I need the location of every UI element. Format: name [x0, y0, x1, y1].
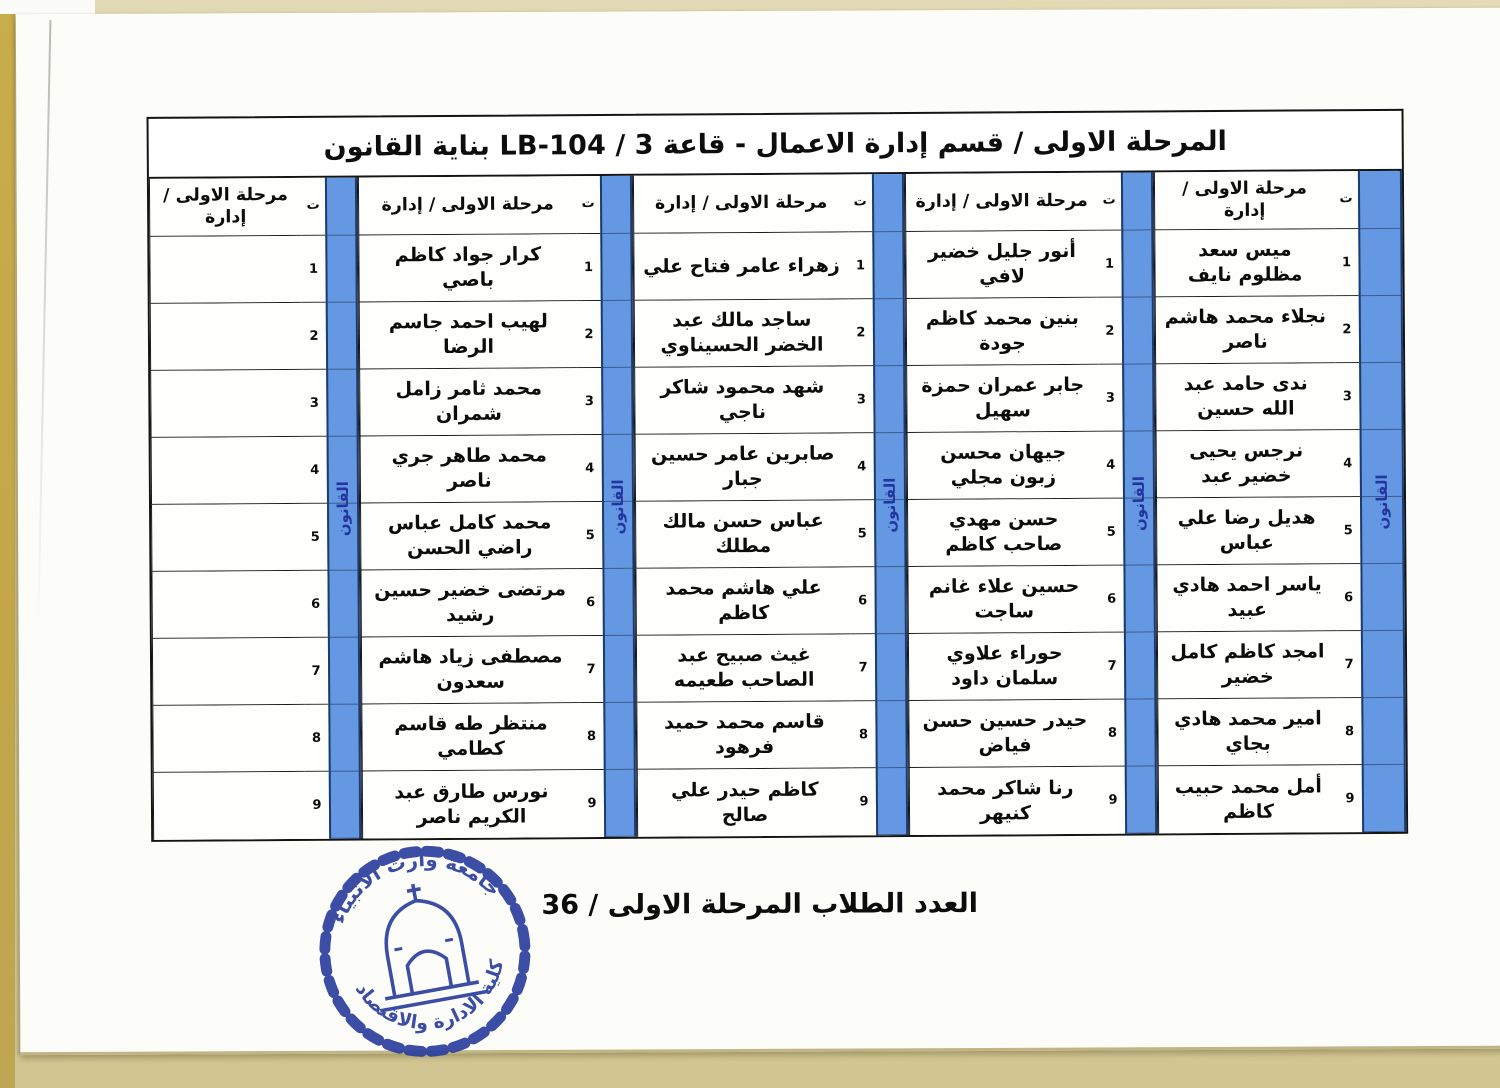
student-name-cell: حسين علاء غانم ساجت — [907, 566, 1099, 634]
student-group — [1153, 171, 1406, 834]
strip-cell — [603, 368, 631, 435]
row-number: 8 — [1100, 700, 1124, 767]
student-name-cell — [151, 571, 303, 639]
student-name-cell: محمد طاهر جري ناصر — [360, 435, 578, 503]
strip-cell — [327, 178, 355, 236]
strip-label: القانون — [608, 478, 628, 534]
strip-cell — [1363, 698, 1403, 765]
row-number: 9 — [852, 768, 876, 835]
student-group — [632, 174, 908, 837]
student-name-cell — [149, 236, 301, 304]
row-number: 3 — [302, 370, 326, 437]
row-number: 6 — [303, 571, 327, 638]
names-column — [149, 178, 305, 840]
row-number: 3 — [1098, 365, 1122, 432]
strip-cell — [327, 236, 355, 303]
row-number: 5 — [850, 500, 874, 567]
strip-cell — [605, 703, 633, 770]
student-name-cell: جيهان محسن زبون مجلي — [907, 432, 1099, 500]
row-number: 5 — [1336, 497, 1360, 564]
scan-corner — [0, 0, 95, 14]
strip-cell — [330, 705, 358, 772]
student-name-cell: بنين محمد كاظم جودة — [906, 298, 1098, 366]
strip-cell — [1360, 229, 1400, 296]
student-name-cell: نجلاء محمد هاشم ناصر — [1155, 296, 1335, 364]
row-number: 2 — [1335, 296, 1359, 363]
student-name-cell: امير محمد هادي بجاي — [1157, 698, 1337, 766]
scan-edge-gold — [0, 0, 15, 1088]
row-number: 8 — [579, 703, 603, 770]
strip-cell — [874, 174, 902, 232]
strip-cell — [1123, 172, 1151, 230]
student-group — [357, 176, 636, 839]
law-strip — [600, 176, 636, 837]
row-number: 8 — [851, 701, 875, 768]
stamp-top-text: جامعة وارث الانبياء — [326, 847, 506, 927]
column-header: مرحلة الاولى / إدارة — [1154, 171, 1334, 230]
row-number: 2 — [849, 299, 873, 366]
strip-cell — [329, 571, 357, 638]
strip-cell — [1127, 766, 1155, 833]
law-strip — [325, 178, 361, 839]
strip-cell — [1361, 296, 1401, 363]
row-number: 8 — [304, 705, 328, 772]
student-name-cell: مصطفى زياد هاشم سعدون — [361, 636, 579, 704]
names-column — [905, 173, 1101, 835]
index-header: ت — [576, 176, 600, 234]
student-name-cell — [150, 370, 302, 438]
strip-cell — [1364, 765, 1404, 832]
strip-cell — [875, 366, 903, 433]
row-number: 1 — [1334, 229, 1358, 296]
strip-cell — [603, 301, 631, 368]
row-number: 1 — [576, 234, 600, 301]
student-name-cell: رنا شاكر محمد كنيهر — [909, 767, 1101, 835]
column-header: مرحلة الاولى / إدارة — [358, 176, 576, 235]
strip-cell — [875, 299, 903, 366]
law-strip — [872, 174, 908, 835]
row-number: 5 — [1099, 499, 1123, 566]
strip-cell — [1126, 632, 1154, 699]
row-number: 4 — [850, 433, 874, 500]
law-strip — [1358, 171, 1406, 832]
scanned-sheet — [16, 8, 1500, 1056]
row-number: 6 — [1336, 564, 1360, 631]
student-group — [904, 172, 1157, 835]
row-number: 5 — [303, 504, 327, 571]
student-name-cell: نرجس يحيى خضير عبد — [1156, 430, 1336, 498]
row-number: 2 — [302, 303, 326, 370]
stamp-dome-icon — [359, 874, 487, 1010]
row-number: 7 — [579, 636, 603, 703]
index-header: ت — [848, 174, 872, 232]
strip-cell — [1361, 363, 1401, 430]
strip-cell — [328, 303, 356, 370]
row-number: 1 — [1097, 231, 1121, 298]
row-number: 9 — [1101, 767, 1125, 834]
strip-cell — [330, 638, 358, 705]
student-name-cell: أنور جليل خضير لافي — [905, 231, 1097, 299]
student-list-table — [147, 109, 1409, 842]
strip-cell — [1362, 564, 1402, 631]
stamp-graphic — [315, 842, 534, 1061]
strip-label: القانون — [1372, 473, 1392, 530]
row-number: 6 — [578, 569, 602, 636]
row-number: 2 — [577, 301, 601, 368]
strip-cell — [1123, 230, 1151, 297]
student-name-cell: محمد كامل عباس راضي الحسن — [360, 502, 578, 570]
column-header: مرحلة الاولى / إدارة — [633, 174, 848, 233]
row-number: 7 — [1337, 631, 1361, 698]
names-column — [633, 174, 852, 836]
student-name-cell — [151, 437, 303, 505]
student-name-cell: حسن مهدي صاحب كاظم — [907, 499, 1099, 567]
column-header: مرحلة الاولى / إدارة — [905, 173, 1097, 232]
student-name-cell — [151, 504, 303, 572]
strip-label: القانون — [333, 480, 353, 536]
row-number: 9 — [1338, 765, 1362, 832]
row-number: 3 — [577, 368, 601, 435]
stamp-bottom-text: كلية الادارة والاقتصاد — [350, 957, 509, 1035]
row-number: 4 — [1099, 432, 1123, 499]
strip-cell — [874, 232, 902, 299]
student-name-cell: قاسم محمد حميد فرهود — [636, 701, 851, 769]
student-name-cell: زهراء عامر فتاح علي — [633, 232, 848, 300]
strip-cell — [1363, 631, 1403, 698]
student-name-cell: امجد كاظم كامل خضير — [1157, 631, 1337, 699]
student-name-cell: كاظم حيدر علي صالح — [637, 768, 852, 836]
student-name-cell: نورس طارق عبد الكريم ناصر — [362, 770, 580, 838]
student-group — [149, 178, 361, 840]
column-header: مرحلة الاولى / إدارة — [149, 178, 301, 237]
strip-cell — [602, 176, 630, 234]
law-strip — [1121, 172, 1157, 833]
row-number: 5 — [578, 502, 602, 569]
strip-cell — [606, 770, 634, 837]
table-title: المرحلة الاولى / قسم إدارة الاعمال - قاعة 3 / LB-104 بناية القانون — [149, 111, 1402, 179]
names-column — [1154, 171, 1338, 833]
student-name-cell: مرتضى خضير حسين رشيد — [360, 569, 578, 637]
row-number: 6 — [1099, 566, 1123, 633]
strip-cell — [878, 768, 906, 835]
strip-cell — [1126, 699, 1154, 766]
student-name-cell — [152, 638, 304, 706]
table-groups — [149, 171, 1406, 840]
row-number: 9 — [580, 770, 604, 837]
student-name-cell: لهيب احمد جاسم الرضا — [359, 301, 577, 369]
strip-cell — [877, 634, 905, 701]
index-header: ت — [1334, 171, 1358, 229]
student-name-cell — [152, 705, 304, 773]
strip-cell — [1125, 565, 1153, 632]
student-name-cell: غيث صبيح عبد الصاحب طعيمه — [636, 634, 851, 702]
strip-label: القانون — [880, 477, 900, 533]
strip-cell — [331, 772, 359, 839]
student-name-cell: ميس سعد مظلوم نايف — [1154, 229, 1334, 297]
student-name-cell: علي هاشم محمد كاظم — [635, 567, 850, 635]
strip-cell — [877, 701, 905, 768]
student-name-cell: ياسر احمد هادي عبيد — [1156, 564, 1336, 632]
row-number: 7 — [851, 634, 875, 701]
strip-cell — [876, 567, 904, 634]
row-number: 2 — [1098, 298, 1122, 365]
university-stamp — [315, 842, 534, 1061]
names-column — [358, 176, 580, 838]
strip-label: القانون — [1129, 475, 1149, 531]
strip-cell — [605, 636, 633, 703]
student-name-cell: ساجد مالك عبد الخضر الحسيناوي — [634, 299, 849, 367]
strip-cell — [1360, 171, 1400, 229]
row-number: 3 — [849, 366, 873, 433]
student-name-cell: ندى حامد عبد الله حسين — [1155, 363, 1335, 431]
row-number: 7 — [304, 638, 328, 705]
strip-cell — [1124, 364, 1152, 431]
row-number: 3 — [1335, 363, 1359, 430]
strip-cell — [328, 370, 356, 437]
row-number: 4 — [1336, 430, 1360, 497]
student-name-cell: عباس حسن مالك مطلك — [635, 500, 850, 568]
student-name-cell: منتظر طه قاسم كطامي — [361, 703, 579, 771]
student-name-cell: حوراء علاوي سلمان داود — [908, 633, 1100, 701]
student-count-line: العدد الطلاب المرحلة الاولى / 36 — [541, 887, 979, 921]
paper-fold-line — [37, 20, 51, 640]
student-name-cell — [153, 772, 305, 840]
student-name-cell: شهد محمود شاكر ناجي — [634, 366, 849, 434]
student-name-cell: جابر عمران حمزة سهيل — [906, 365, 1098, 433]
student-name-cell: صابرين عامر حسين جبار — [635, 433, 850, 501]
row-number: 6 — [850, 567, 874, 634]
row-number: 1 — [301, 236, 325, 303]
index-header: ت — [1097, 173, 1121, 231]
strip-cell — [1124, 297, 1152, 364]
student-name-cell — [150, 303, 302, 371]
student-name-cell: حيدر حسين حسن فياض — [908, 700, 1100, 768]
index-header: ت — [301, 178, 325, 236]
student-name-cell: محمد ثامر زامل شمران — [359, 368, 577, 436]
student-name-cell: هديل رضا علي عباس — [1156, 497, 1336, 565]
strip-cell — [604, 569, 632, 636]
row-number: 4 — [578, 435, 602, 502]
strip-cell — [602, 234, 630, 301]
row-number: 4 — [303, 437, 327, 504]
row-number: 8 — [1337, 698, 1361, 765]
row-number: 9 — [305, 772, 329, 839]
row-number: 7 — [1100, 633, 1124, 700]
student-name-cell: أمل محمد حبيب كاظم — [1158, 765, 1338, 833]
row-number: 1 — [848, 232, 872, 299]
student-name-cell: كرار جواد كاظم باصي — [358, 234, 576, 302]
